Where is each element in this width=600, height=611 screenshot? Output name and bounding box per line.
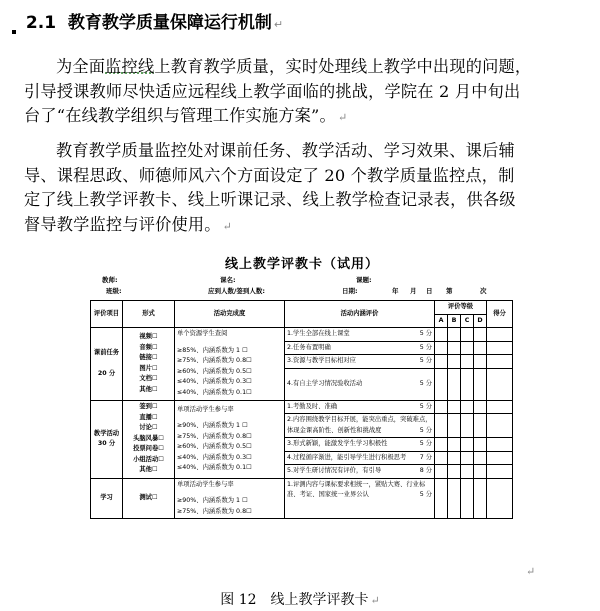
completion-cell: 单项活动学生参与率 ≥90%、内涵系数为 1 ☐ ≥75%、内涵系数为 0.8☐ ≥60%、内涵系数为 0.5☐ ≤40%、内涵系数为 0.3☐ ≤40%、内涵系数为 0.1☐ xyxy=(175,400,285,478)
meta-year: 年 xyxy=(392,287,399,295)
content-cell: 1.学生全部在线上课堂 5 分 xyxy=(285,328,435,342)
grade-d: D xyxy=(474,314,487,328)
section-heading xyxy=(12,8,283,34)
spellcheck-underlined-text: 监控线 xyxy=(105,57,155,76)
content-cell: 3.资源与教学目标相对应 5 分 xyxy=(285,355,435,369)
paragraph-line: 督导教学监控与评价使用。 ↵ xyxy=(24,214,233,234)
return-mark-icon: ↵ xyxy=(370,594,380,607)
meta-date: 日期: xyxy=(342,287,358,295)
meta-period: 第 xyxy=(446,287,453,295)
return-mark-icon: ↵ xyxy=(337,111,348,124)
content-cell: 1.考勤及时、准确 5 分 xyxy=(285,400,435,414)
completion-cell: 单项活动学生参与率 ≥90%、内涵系数为 1 ☐ ≥75%、内涵系数为 0.8☐ xyxy=(175,478,285,519)
meta-times: 次 xyxy=(480,287,487,295)
item-cell: 学习 xyxy=(91,478,123,519)
paragraph-line: 引导授课教师尽快适应远程线上教学面临的挑战，学院在 2 月中旬出 xyxy=(24,81,521,101)
meta-course: 课名: xyxy=(220,276,236,284)
figure-caption: 图 12 线上教学评教卡 ↵ xyxy=(220,592,380,608)
heading-title: 教育教学质量保障运行机制 xyxy=(67,13,272,33)
card-meta-row-2 xyxy=(88,286,516,300)
meta-attendance: 应到人数/签到人数: xyxy=(208,287,265,295)
grade-b: B xyxy=(448,314,461,328)
form-cell: 签到☐ 直播☐ 讨论☐ 头脑风暴☐ 投票问卷☐ 小组活动☐ 其他☐ xyxy=(123,400,175,478)
content-cell: 5.对学生研讨情况有评价，有引导 8 分 xyxy=(285,465,435,479)
paragraph-line: 教育教学质量监控处对课前任务、教学活动、学习效果、课后辅 xyxy=(56,141,515,160)
header-grade: 评价等级 xyxy=(435,301,487,315)
table-row xyxy=(91,400,513,414)
content-cell: 4.有自主学习情况验收活动 5 分 xyxy=(285,368,435,400)
content-cell: 3.形式新颖，能激发学生学习积极性 5 分 xyxy=(285,438,435,452)
paragraph-1 xyxy=(24,55,584,131)
grade-c: C xyxy=(461,314,474,328)
paragraph-line: 导、课程思政、师德师风六个方面设定了 20 个教学质量监控点，制 xyxy=(24,165,515,185)
meta-topic: 课题: xyxy=(356,276,372,284)
paragraph-2 xyxy=(24,139,584,239)
table-row xyxy=(91,478,513,519)
card-meta-row-1 xyxy=(88,272,516,286)
header-form: 形式 xyxy=(123,301,175,328)
card-title: 线上教学评教卡（试用） xyxy=(224,257,379,272)
return-mark-icon: ↵ xyxy=(526,565,536,578)
bullet-square-icon xyxy=(12,30,16,34)
return-mark-icon: ↵ xyxy=(273,18,284,31)
content-cell: 2.任务布置明确 5 分 xyxy=(285,341,435,355)
header-content: 活动内涵评价 xyxy=(285,301,435,328)
form-cell: 视频☐ 音频☐ 链接☐ 图片☐ 文档☐ 其他☐ xyxy=(123,328,175,401)
table-header-row xyxy=(91,301,513,315)
content-cell: 1.评测内容与课标要求相统一，紧贴大赛、行业标准、考证、国家统一业界公认 5 分 xyxy=(285,478,435,519)
meta-class: 班级: xyxy=(106,287,122,295)
return-mark-icon: ↵ xyxy=(222,219,233,233)
form-cell: 测试☐ xyxy=(123,478,175,519)
table-row xyxy=(91,328,513,342)
grade-a: A xyxy=(435,314,448,328)
header-item: 评价项目 xyxy=(91,301,123,328)
meta-month: 月 xyxy=(410,287,417,295)
paragraph-line: 台了“在线教学组织与管理工作实施方案”。 ↵ xyxy=(24,106,348,125)
paragraph-line: 定了线上教学评教卡、线上听课记录、线上教学检查记录表，供各级 xyxy=(24,190,516,209)
header-score: 得分 xyxy=(487,301,513,328)
content-cell: 2.内容围绕教学目标开展，能突出重点，突破难点，体现金课高阶性、创新性和挑战度 5 分 xyxy=(285,414,435,438)
heading-number: 2.1 xyxy=(25,13,57,33)
completion-cell: 单个资源学生查阅 ≥85%、内涵系数为 1 ☐ ≥75%、内涵系数为 0.8☐ ≥60%、内涵系数为 0.5☐ ≤40%、内涵系数为 0.3☐ ≤40%、内涵系数为 0.1☐ xyxy=(175,328,285,401)
evaluation-card-image xyxy=(88,247,516,577)
item-cell: 教学活动 30 分 xyxy=(91,400,123,478)
meta-teacher: 教师: xyxy=(102,276,118,284)
item-cell: 课前任务 20 分 xyxy=(91,328,123,401)
header-completion: 活动完成度 xyxy=(175,301,285,328)
paragraph-line: 为全面监控线上教育教学质量，实时处理线上教学中出现的问题， xyxy=(56,57,532,76)
content-cell: 4.过程循序渐进，能引导学生进行积极思考 7 分 xyxy=(285,451,435,465)
evaluation-table xyxy=(90,300,513,519)
meta-day: 日 xyxy=(426,287,433,295)
